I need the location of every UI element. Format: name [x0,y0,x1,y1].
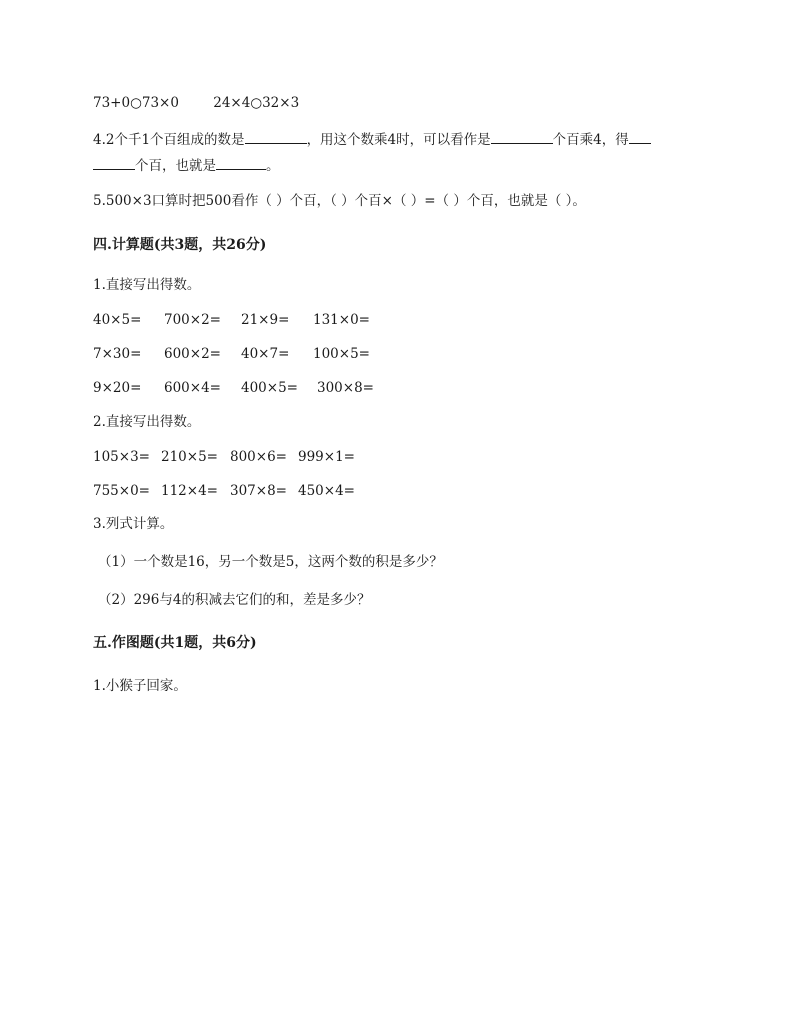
question-5: 5.500×3口算时把500看作（ ）个百，（ ）个百×（ ）=（ ）个百，也就是（ ）。 [93,193,586,209]
q4-blank-3a[interactable] [629,131,651,144]
section-4-heading: 四.计算题(共3题，共26分) [93,237,267,253]
s5-q1-title: 1.小猴子回家。 [93,678,187,694]
q4-blank-3b[interactable] [93,157,135,170]
calc-item: 307×8= [230,483,287,499]
calc-item: 112×4= [161,483,218,499]
q4-text-1: 4.2个千1个百组成的数是 [93,132,245,148]
question-4-line-1 [93,131,651,149]
section-5-heading: 五.作图题(共1题，共6分) [93,635,257,651]
calc-item: 105×3= [93,449,150,465]
calc-item: 450×4= [298,483,355,499]
calc-item: 700×2= [164,312,221,328]
calc-item: 400×5= [241,380,298,396]
q4-blank-4[interactable] [216,157,266,170]
s4-q3-item-2: （2）296与4的积减去它们的和，差是多少？ [98,592,371,608]
q4-text-3: 个百乘4，得 [552,132,629,148]
question-4-line-2 [93,157,280,175]
q4-text-2: ，用这个数乘4时，可以看作是 [306,132,491,148]
s4-q3-title: 3.列式计算。 [93,516,174,532]
s4-q3-item-1: （1）一个数是16，另一个数是5，这两个数的积是多少？ [98,554,443,570]
calc-item: 40×7= [241,346,290,362]
calc-item: 40×5= [93,312,142,328]
compare-line [93,94,299,112]
calc-item: 600×4= [164,380,221,396]
calc-item: 755×0= [93,483,150,499]
calc-item: 131×0= [313,312,370,328]
q4-blank-1[interactable] [245,131,307,144]
calc-item: 999×1= [298,449,355,465]
s4-q2-title: 2.直接写出得数。 [93,414,201,430]
calc-item: 9×20= [93,380,142,396]
q4-text-5: 。 [266,158,280,174]
q4-blank-2[interactable] [491,131,553,144]
calc-item: 21×9= [241,312,290,328]
calc-item: 600×2= [164,346,221,362]
calc-item: 100×5= [313,346,370,362]
compare-expression-a: 73+0○73×0 [93,95,179,111]
compare-expression-b: 24×4○32×3 [213,95,300,111]
calc-item: 210×5= [161,449,218,465]
q4-text-4: 个百，也就是 [135,158,216,174]
s4-q1-title: 1.直接写出得数。 [93,277,201,293]
calc-item: 300×8= [317,380,374,396]
calc-item: 7×30= [93,346,142,362]
calc-item: 800×6= [230,449,287,465]
